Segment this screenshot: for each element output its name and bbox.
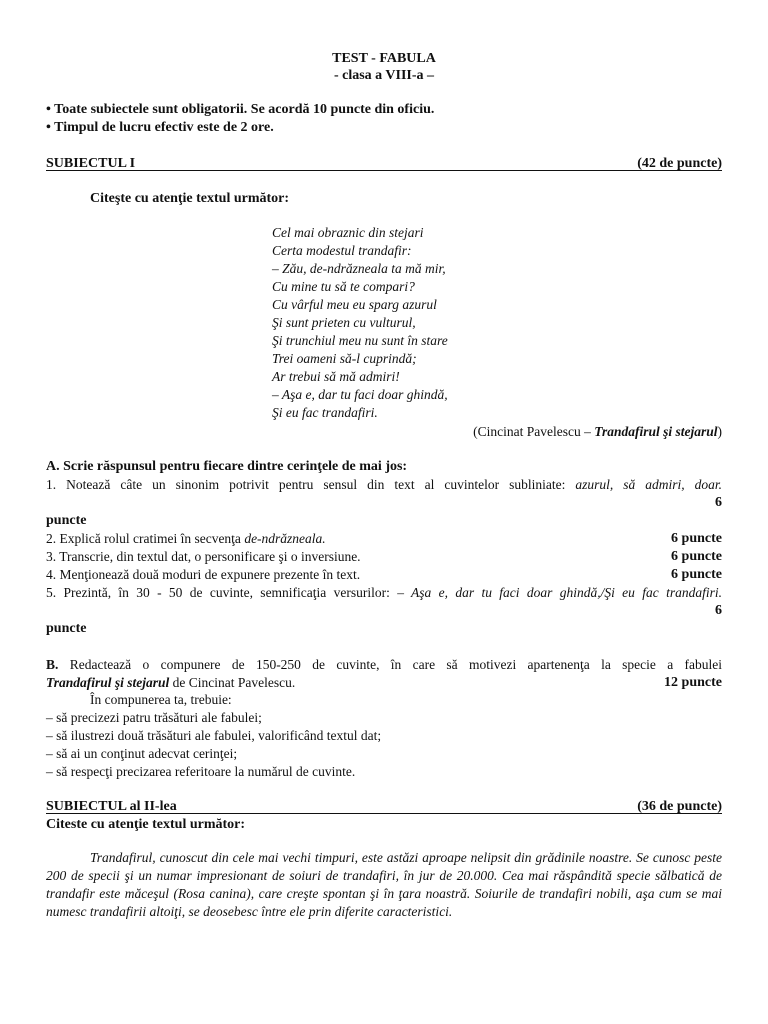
rule-line-2: • Timpul de lucru efectiv este de 2 ore. [46,120,274,135]
subject2-label: SUBIECTUL al II-lea [46,799,177,814]
document-title: TEST - FABULA [332,51,436,66]
question-5: 5. Prezintă, în 30 - 50 de cuvinte, semnificaţia versurilor: – Aşa e, dar tu faci doar ghindă,/Şi eu fac trandafiri. [46,585,722,600]
subject1-instruction: Citeşte cu atenţie textul următor: [90,191,290,206]
document-subtitle: - clasa a VIII-a – [333,68,435,83]
question-2: 2. Explică rolul cratimei în secvenţa de-ndrăzneala. [46,531,326,546]
poem-attribution: (Cincinat Pavelescu – Trandafirul şi stejarul) [473,424,722,439]
question-1: 1. Notează câte un sinonim potrivit pentru sensul din text al cuvintelor subliniate: azurul, să admiri, doar. [46,477,722,492]
poem-line: Certa modestul trandafir: [272,243,412,258]
subject2-divider [46,813,722,814]
question-4: 4. Menţionează două moduri de expunere prezente în text. [46,567,361,582]
poem-line: Şi eu fac trandafiri. [272,405,378,420]
question-2-points: 6 puncte [671,531,722,546]
partB-item: – să ai un conţinut adecvat cerinţei; [46,746,238,761]
poem-line: Cel mai obraznic din stejari [272,225,424,240]
rule-line-1: • Toate subiectele sunt obligatorii. Se acordă 10 puncte din oficiu. [46,102,435,117]
subject1-divider [46,170,722,171]
question-3-points: 6 puncte [671,549,722,564]
question-4-points: 6 puncte [671,567,722,582]
partB-item: – să ilustrezi două trăsături ale fabulei, valorificând textul dat; [46,728,382,743]
subject2-instruction: Citeste cu atenţie textul următor: [46,817,246,832]
partB-line-1: B. Redactează o compunere de 150-250 de cuvinte, în care să motivezi apartenenţa la specie a fabulei [46,657,722,672]
subject2-paragraph: Trandafirul, cunoscut din cele mai vechi timpuri, este astăzi aproape nelipsit din grădinile noastre. Se cunosc peste 200 de specii şi un numar impresionant de soiuri de trandafiri, în jur de 20.000. Cea mai răspândită specie sălbatică de trandafir este măceşul (Rosa canina), care creşte spontan şi în ţara noastră. Soiurile de trandafiri nobili, aşa cum se mai numesc trandafirii altoiţi, se deosebesc între ele prin diferite caracteristici. [46,850,722,919]
question-1-points-word: puncte [46,513,87,528]
question-5-points-word: puncte [46,621,87,636]
partB-item: – să precizezi patru trăsături ale fabulei; [46,710,262,725]
subject1-points: (42 de puncte) [637,156,722,171]
partA-heading: A. Scrie răspunsul pentru fiecare dintre cerinţele de mai jos: [46,459,408,474]
partB-intro: În compunerea ta, trebuie: [90,692,232,707]
subject1-label: SUBIECTUL I [46,156,136,171]
partB-item: – să respecţi precizarea referitoare la numărul de cuvinte. [46,764,356,779]
question-1-points-number: 6 [715,495,722,510]
poem-line: Cu vârful meu eu sparg azurul [272,297,437,312]
poem-line: Şi trunchiul meu nu sunt în stare [272,333,448,348]
question-5-points-number: 6 [715,603,722,618]
partB-points: 12 puncte [664,675,722,690]
poem-line: – Zău, de-ndrăzneala ta mă mir, [272,261,446,276]
poem-line: Cu mine tu să te compari? [272,279,415,294]
poem-line: Trei oameni să-l cuprindă; [272,351,417,366]
poem-line: Ar trebui să mă admiri! [272,369,400,384]
poem-line: Şi sunt prieten cu vulturul, [272,315,416,330]
question-3: 3. Transcrie, din textul dat, o personificare şi o inversiune. [46,549,361,564]
subject2-points: (36 de puncte) [637,799,722,814]
poem-line: – Aşa e, dar tu faci doar ghindă, [272,387,448,402]
partB-line-2: Trandafirul şi stejarul de Cincinat Pavelescu. [46,675,296,690]
